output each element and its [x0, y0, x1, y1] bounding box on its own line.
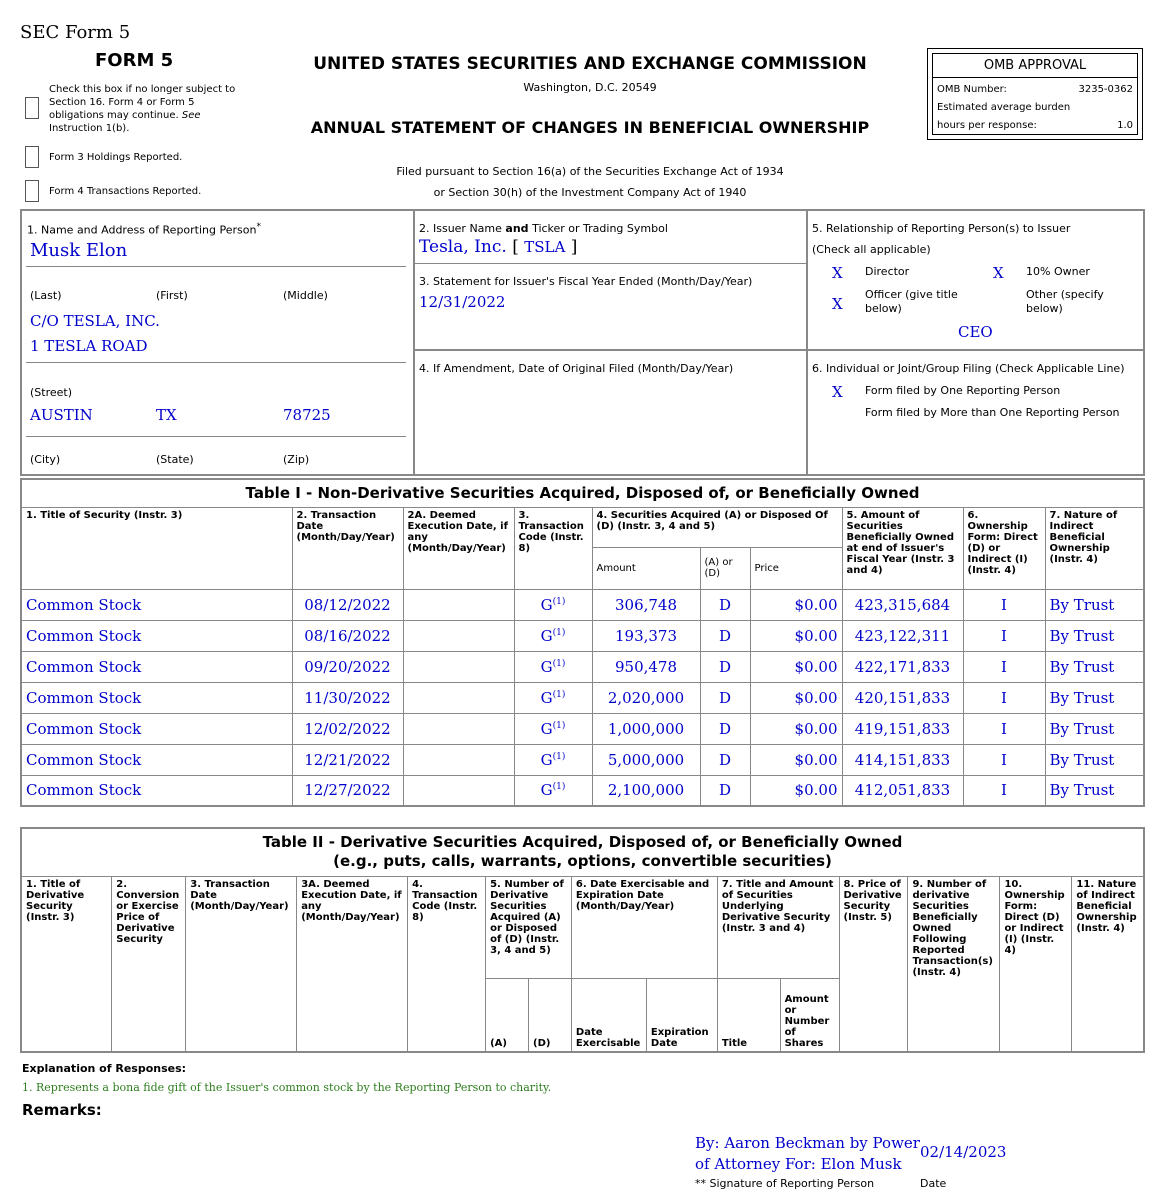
state-label: (State): [156, 453, 194, 466]
state-value: TX: [156, 406, 177, 424]
ownership-nature: By Trust: [1045, 713, 1144, 744]
ten-percent-owner-check[interactable]: X: [993, 264, 1004, 282]
omb-burden-label: Estimated average burden: [937, 102, 1071, 113]
form-title: ANNUAL STATEMENT OF CHANGES IN BENEFICIAL OWNERSHIP: [310, 118, 870, 137]
no-longer-subject-label: [49, 83, 249, 135]
underline: [26, 362, 406, 363]
security-title: Common Stock: [21, 620, 292, 651]
t2-col-number: 5. Number of Derivative Securities Acquired (A) or Disposed of (D) (Instr. 3, 4 and 5): [486, 876, 572, 978]
officer-label: Officer (give title below): [865, 288, 958, 315]
reporting-person-label: [27, 222, 261, 237]
form3-label: Form 3 Holdings Reported.: [49, 152, 183, 163]
t1-col-amount: Amount: [592, 547, 700, 589]
t2-col-nature: 11. Nature of Indirect Beneficial Ownership (Instr. 4): [1072, 876, 1144, 1052]
price: $0.00: [750, 589, 842, 620]
footnote-ref: (1): [552, 751, 566, 762]
t2-col-form: 10. Ownership Form: Direct (D) or Indirect (I) (Instr. 4): [1000, 876, 1072, 1052]
see-text: See: [181, 110, 201, 121]
ten-percent-owner-label: 10% Owner: [1026, 265, 1090, 278]
t1-col-nature: 7. Nature of Indirect Beneficial Ownership (Instr. 4): [1045, 507, 1144, 589]
t2-col-exercisable: 6. Date Exercisable and Expiration Date (Month/Day/Year): [571, 876, 717, 978]
remarks-label: Remarks:: [22, 1101, 102, 1119]
price: $0.00: [750, 713, 842, 744]
ownership-nature: By Trust: [1045, 682, 1144, 713]
amount-owned: 420,151,833: [842, 682, 963, 713]
signature-block: [695, 1133, 920, 1175]
amount: 2,020,000: [592, 682, 700, 713]
t2-col-a: (A): [486, 978, 529, 1052]
security-title: Common Stock: [21, 682, 292, 713]
t1-col-code: 3. Transaction Code (Instr. 8): [514, 507, 592, 589]
ownership-form: I: [963, 744, 1045, 775]
security-title: Common Stock: [21, 775, 292, 806]
transaction-date: 12/21/2022: [292, 744, 403, 775]
amount-owned: 422,171,833: [842, 651, 963, 682]
acquired-disposed: D: [700, 744, 750, 775]
city-value: AUSTIN: [30, 406, 93, 424]
issuer-name-row: [419, 237, 577, 257]
deemed-date: [403, 744, 514, 775]
omb-hours-value: 1.0: [1117, 120, 1133, 131]
amount-owned: 423,315,684: [842, 589, 963, 620]
asterisk: *: [256, 222, 261, 232]
amount-owned: 412,051,833: [842, 775, 963, 806]
price: $0.00: [750, 682, 842, 713]
zip-value: 78725: [283, 406, 331, 424]
signature-line-2[interactable]: of Attorney For: Elon Musk: [695, 1155, 902, 1173]
ownership-form: I: [963, 589, 1045, 620]
deemed-date: [403, 620, 514, 651]
amendment-label: 4. If Amendment, Date of Original Filed (Month/Day/Year): [419, 362, 734, 375]
transaction-code: [514, 775, 592, 806]
amount-owned: 414,151,833: [842, 744, 963, 775]
table-row: [21, 713, 1144, 744]
deemed-date: [403, 713, 514, 744]
t2-col-title: 1. Title of Derivative Security (Instr. 3): [21, 876, 112, 1052]
t1-col-form: 6. Ownership Form: Direct (D) or Indirect (I) (Instr. 4): [963, 507, 1045, 589]
t2-col-conversion: 2. Conversion or Exercise Price of Derivative Security: [112, 876, 186, 1052]
code-value: G: [540, 595, 553, 614]
divider: [806, 210, 808, 475]
price: $0.00: [750, 744, 842, 775]
t2-col-date-exercisable: Date Exercisable: [571, 978, 646, 1052]
omb-title: OMB APPROVAL: [933, 54, 1137, 78]
issuer-label-a: 2. Issuer Name: [419, 222, 502, 235]
issuer-label-and: and: [505, 222, 529, 235]
relationship-label: 5. Relationship of Reporting Person(s) to Issuer: [812, 222, 1071, 235]
form4-checkbox[interactable]: [25, 180, 39, 202]
t2-col-underlying-title: Title: [717, 978, 780, 1052]
t2-col-owned: 9. Number of derivative Securities Beneficially Owned Following Reported Transaction(s) (Instr. 4): [908, 876, 1000, 1052]
code-value: G: [540, 626, 553, 645]
amount-owned: 419,151,833: [842, 713, 963, 744]
amount: 306,748: [592, 589, 700, 620]
security-title: Common Stock: [21, 713, 292, 744]
transaction-code: [514, 682, 592, 713]
issuer-label: [419, 222, 668, 235]
form-id: SEC Form 5: [20, 22, 131, 43]
t2-col-date: 3. Transaction Date (Month/Day/Year): [186, 876, 297, 1052]
city-label: (City): [30, 453, 61, 466]
fiscal-year-label: 3. Statement for Issuer's Fiscal Year Ended (Month/Day/Year): [419, 275, 753, 288]
t2-col-deemed: 3A. Deemed Execution Date, if any (Month/Day/Year): [297, 876, 408, 1052]
transaction-code: [514, 651, 592, 682]
reporting-person-label-text: 1. Name and Address of Reporting Person: [27, 223, 257, 237]
underline: [26, 266, 406, 267]
last-label: (Last): [30, 289, 62, 302]
omb-hours-label: hours per response:: [937, 120, 1037, 131]
issuer-name-link[interactable]: Tesla, Inc.: [419, 237, 507, 257]
amount: 1,000,000: [592, 713, 700, 744]
divider: [414, 263, 807, 264]
date-label: Date: [920, 1177, 947, 1190]
table-row: [21, 775, 1144, 806]
ticker-symbol: TSLA: [524, 238, 566, 256]
t2-col-d: (D): [529, 978, 572, 1052]
amount: 5,000,000: [592, 744, 700, 775]
divider: [414, 349, 1144, 351]
security-title: Common Stock: [21, 651, 292, 682]
footnote-ref: (1): [552, 627, 566, 638]
t1-col-owned: 5. Amount of Securities Beneficially Owned at end of Issuer's Fiscal Year (Instr. 3 and 4): [842, 507, 963, 589]
table-row: [21, 589, 1144, 620]
table-row: [21, 620, 1144, 651]
form3-checkbox[interactable]: [25, 146, 39, 168]
table-1-title: Table I - Non-Derivative Securities Acquired, Disposed of, or Beneficially Owned: [21, 479, 1144, 507]
deemed-date: [403, 682, 514, 713]
table-row: [21, 682, 1144, 713]
table-2-title-line-2: (e.g., puts, calls, warrants, options, convertible securities): [333, 852, 832, 871]
explanation-label: Explanation of Responses:: [22, 1062, 187, 1075]
signature-date[interactable]: 02/14/2023: [920, 1143, 1007, 1161]
transaction-code: [514, 744, 592, 775]
underline: [26, 436, 406, 437]
no-longer-subject-text: Check this box if no longer subject to Section 16. Form 4 or Form 5 obligations may continue.: [49, 84, 236, 121]
footnote-ref: (1): [552, 689, 566, 700]
divider: [413, 210, 415, 475]
ownership-nature: By Trust: [1045, 744, 1144, 775]
t2-col-code: 4. Transaction Code (Instr. 8): [408, 876, 486, 1052]
transaction-date: 12/27/2022: [292, 775, 403, 806]
more-person-label: Form filed by More than One Reporting Person: [865, 406, 1120, 419]
acquired-disposed: D: [700, 620, 750, 651]
director-check[interactable]: X: [832, 264, 843, 282]
street-line-1: C/O TESLA, INC.: [30, 312, 160, 330]
code-value: G: [540, 719, 553, 738]
ownership-nature: By Trust: [1045, 589, 1144, 620]
deemed-date: [403, 775, 514, 806]
omb-number-label: OMB Number:: [937, 84, 1007, 95]
price: $0.00: [750, 651, 842, 682]
deemed-date: [403, 651, 514, 682]
transaction-date: 08/16/2022: [292, 620, 403, 651]
ownership-nature: By Trust: [1045, 775, 1144, 806]
amount: 193,373: [592, 620, 700, 651]
ownership-nature: By Trust: [1045, 620, 1144, 651]
signature-label: ** Signature of Reporting Person: [695, 1177, 875, 1190]
one-person-check[interactable]: X: [832, 383, 843, 401]
acquired-disposed: D: [700, 682, 750, 713]
omb-approval-box: [927, 48, 1143, 140]
filed-line-2: or Section 30(h) of the Investment Company Act of 1940: [433, 186, 747, 199]
table-2: [20, 827, 1145, 1053]
first-label: (First): [156, 289, 188, 302]
ownership-form: I: [963, 713, 1045, 744]
footnote-ref: (1): [552, 596, 566, 607]
ownership-form: I: [963, 620, 1045, 651]
amount: 950,478: [592, 651, 700, 682]
transaction-code: [514, 620, 592, 651]
price: $0.00: [750, 775, 842, 806]
officer-title: CEO: [958, 323, 993, 341]
ownership-form: I: [963, 775, 1045, 806]
acquired-disposed: D: [700, 589, 750, 620]
street-line-2: 1 TESLA ROAD: [30, 337, 148, 355]
instruction-text: Instruction 1(b).: [49, 123, 130, 134]
ownership-form: I: [963, 651, 1045, 682]
t1-col-ad: (A) or (D): [700, 547, 750, 589]
t2-col-price: 8. Price of Derivative Security (Instr. 5): [839, 876, 908, 1052]
t1-col-securities: 4. Securities Acquired (A) or Disposed Of (D) (Instr. 3, 4 and 5): [592, 507, 842, 547]
one-person-label: Form filed by One Reporting Person: [865, 384, 1061, 397]
officer-check[interactable]: X: [832, 295, 843, 313]
amount: 2,100,000: [592, 775, 700, 806]
acquired-disposed: D: [700, 775, 750, 806]
form4-label: Form 4 Transactions Reported.: [49, 186, 202, 197]
price: $0.00: [750, 620, 842, 651]
code-value: G: [540, 750, 553, 769]
table-1: [20, 478, 1145, 807]
ownership-form: I: [963, 682, 1045, 713]
agency-address: Washington, D.C. 20549: [523, 81, 657, 94]
filing-label: 6. Individual or Joint/Group Filing (Check Applicable Line): [812, 362, 1125, 375]
security-title: Common Stock: [21, 589, 292, 620]
middle-label: (Middle): [283, 289, 328, 302]
code-value: G: [540, 657, 553, 676]
footnote-1: 1. Represents a bona fide gift of the Issuer's common stock by the Reporting Person to charity.: [22, 1081, 552, 1094]
transaction-date: 12/02/2022: [292, 713, 403, 744]
ownership-nature: By Trust: [1045, 651, 1144, 682]
director-label: Director: [865, 265, 910, 278]
transaction-date: 09/20/2022: [292, 651, 403, 682]
footnote-ref: (1): [552, 720, 566, 731]
fiscal-year-value: 12/31/2022: [419, 293, 506, 311]
table-2-title: [21, 828, 1144, 876]
check-all-label: (Check all applicable): [812, 243, 931, 256]
transaction-date: 08/12/2022: [292, 589, 403, 620]
t1-col-price: Price: [750, 547, 842, 589]
amount-owned: 423,122,311: [842, 620, 963, 651]
agency-title: UNITED STATES SECURITIES AND EXCHANGE COMMISSION: [313, 54, 867, 74]
filed-line-1: Filed pursuant to Section 16(a) of the Securities Exchange Act of 1934: [396, 165, 784, 178]
code-value: G: [540, 781, 553, 800]
issuer-label-b: Ticker or Trading Symbol: [532, 222, 668, 235]
footnote-ref: (1): [552, 658, 566, 669]
t1-col-date: 2. Transaction Date (Month/Day/Year): [292, 507, 403, 589]
table-row: [21, 744, 1144, 775]
street-label: (Street): [30, 386, 73, 399]
omb-number-value: 3235-0362: [1078, 84, 1133, 95]
t1-col-deemed: 2A. Deemed Execution Date, if any (Month/Day/Year): [403, 507, 514, 589]
bracket-close: ]: [570, 237, 578, 257]
transaction-code: [514, 713, 592, 744]
t2-col-underlying-amount: Amount or Number of Shares: [780, 978, 839, 1052]
footnote-ref: (1): [552, 782, 566, 793]
bracket-open: [: [512, 237, 519, 257]
reporting-person-name-link[interactable]: Musk Elon: [30, 240, 128, 261]
no-longer-subject-checkbox[interactable]: [25, 97, 39, 119]
zip-label: (Zip): [283, 453, 310, 466]
other-label: Other (specify below): [1026, 288, 1104, 315]
table-row: [21, 651, 1144, 682]
acquired-disposed: D: [700, 713, 750, 744]
table-2-title-line-1: Table II - Derivative Securities Acquired, Disposed of, or Beneficially Owned: [262, 833, 903, 852]
acquired-disposed: D: [700, 651, 750, 682]
t2-col-expiration: Expiration Date: [646, 978, 717, 1052]
transaction-date: 11/30/2022: [292, 682, 403, 713]
signature-line-1[interactable]: By: Aaron Beckman by Power: [695, 1134, 920, 1152]
t2-col-underlying: 7. Title and Amount of Securities Underlying Derivative Security (Instr. 3 and 4): [717, 876, 839, 978]
t1-col-title: 1. Title of Security (Instr. 3): [21, 507, 292, 589]
omb-inner: [932, 53, 1138, 135]
transaction-code: [514, 589, 592, 620]
security-title: Common Stock: [21, 744, 292, 775]
form-name: FORM 5: [95, 50, 174, 71]
code-value: G: [540, 688, 553, 707]
deemed-date: [403, 589, 514, 620]
